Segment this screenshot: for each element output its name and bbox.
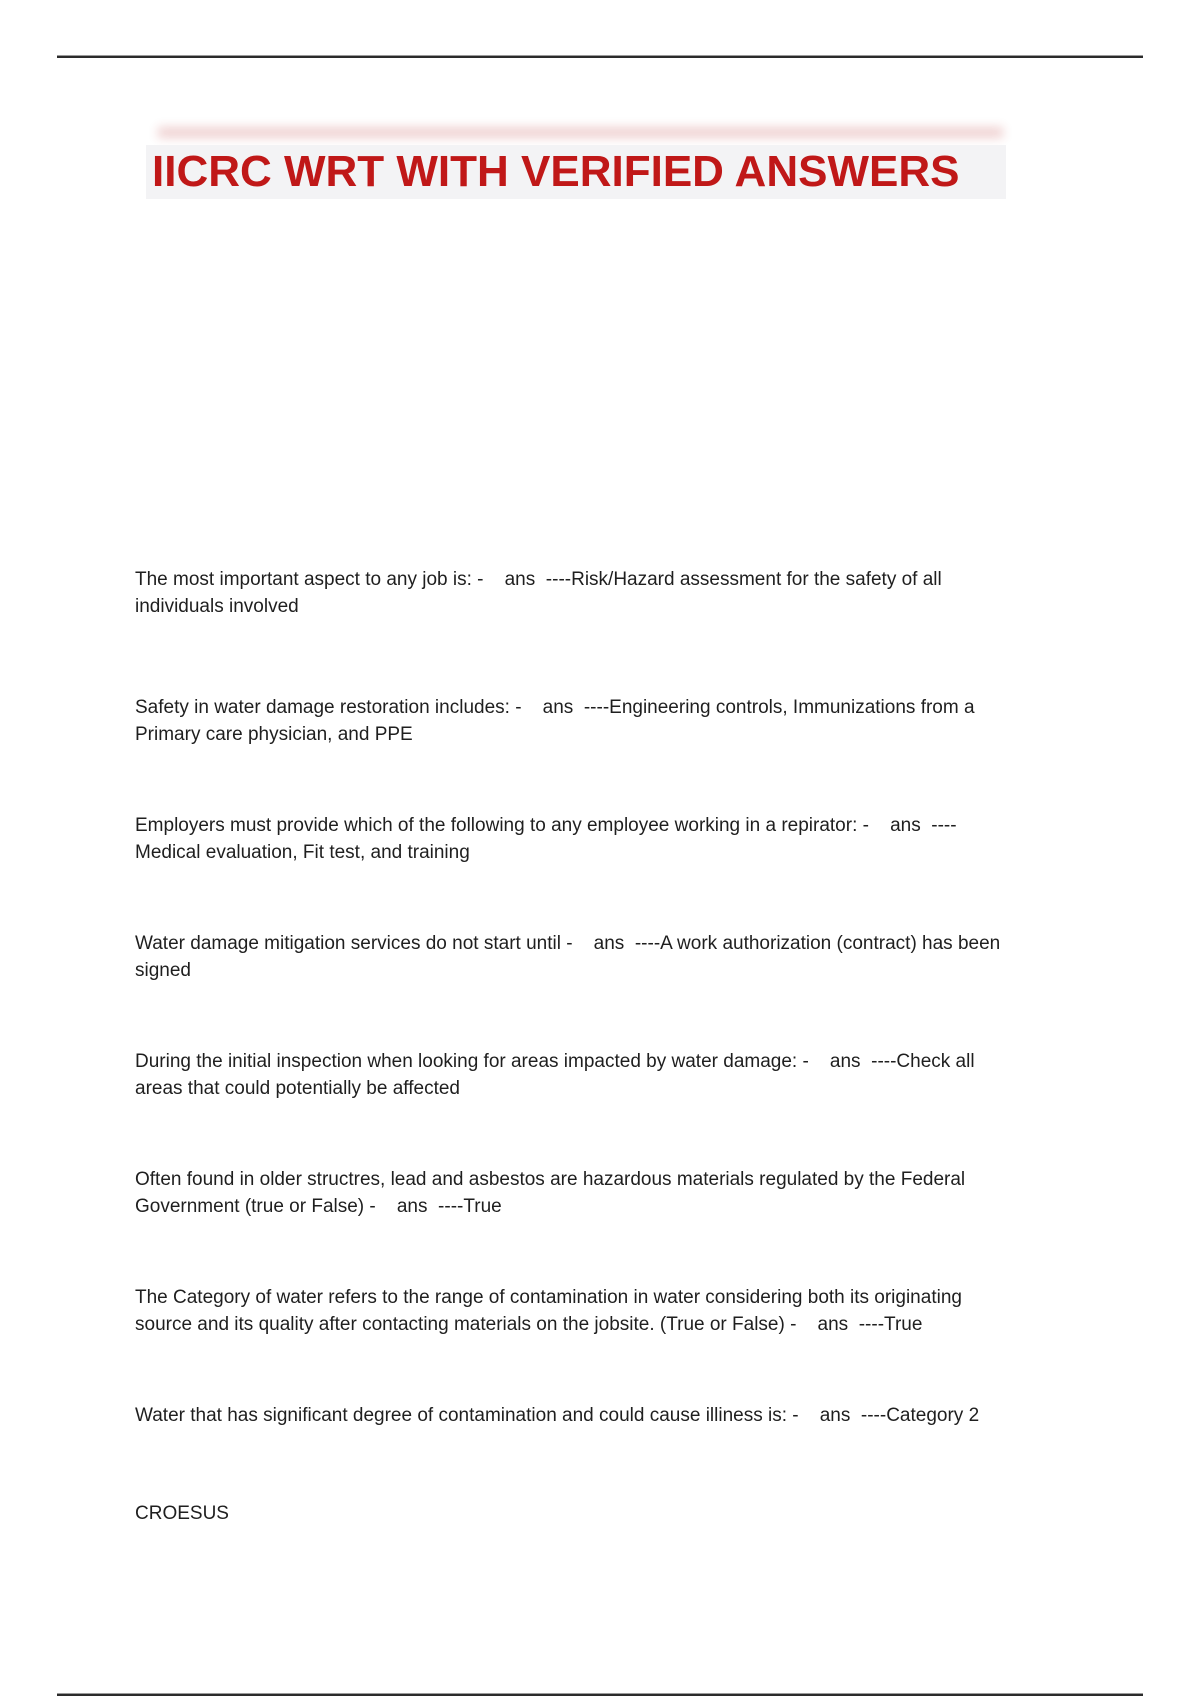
qa-line: individuals involved [135,596,299,617]
qa-item [135,566,1085,620]
qa-line: Often found in older structres, lead and asbestos are hazardous materials regulated by the Federal [135,1169,966,1190]
qa-line: Water damage mitigation services do not start until - ans ----A work authorization (contract) has been [135,933,1001,954]
qa-line: areas that could potentially be affected [135,1078,460,1099]
qa-line: Government (true or False) - ans ----True [135,1196,502,1217]
qa-item [135,1048,1085,1102]
qa-item [135,812,1085,866]
qa-line: The Category of water refers to the range of contamination in water considering both its originating [135,1287,962,1308]
title-ghost-artifact [158,127,1003,138]
qa-item [135,1166,1085,1220]
top-rule [57,56,1143,58]
footer-text: CROESUS [135,1503,229,1524]
qa-line: Primary care physician, and PPE [135,724,413,745]
qa-item [135,1284,1085,1338]
qa-line: During the initial inspection when looking for areas impacted by water damage: - ans ----Check all [135,1051,975,1072]
qa-line: Water that has significant degree of contamination and could cause illiness is: - ans ----Category 2 [135,1405,980,1426]
title-highlight [146,145,1006,199]
qa-line: Safety in water damage restoration includes: - ans ----Engineering controls, Immunizations from a [135,697,975,718]
qa-line: Medical evaluation, Fit test, and training [135,842,470,863]
page-title: IICRC WRT WITH VERIFIED ANSWERS [152,147,960,196]
bottom-rule [57,1694,1143,1696]
qa-item [135,1402,1085,1429]
qa-line: source and its quality after contacting materials on the jobsite. (True or False) - ans ----True [135,1314,923,1335]
qa-item [135,930,1085,984]
qa-line: The most important aspect to any job is: - ans ----Risk/Hazard assessment for the safety of all [135,569,942,590]
qa-line: Employers must provide which of the following to any employee working in a repirator: - ans ---- [135,815,957,836]
qa-item [135,694,1085,748]
qa-line: signed [135,960,191,981]
